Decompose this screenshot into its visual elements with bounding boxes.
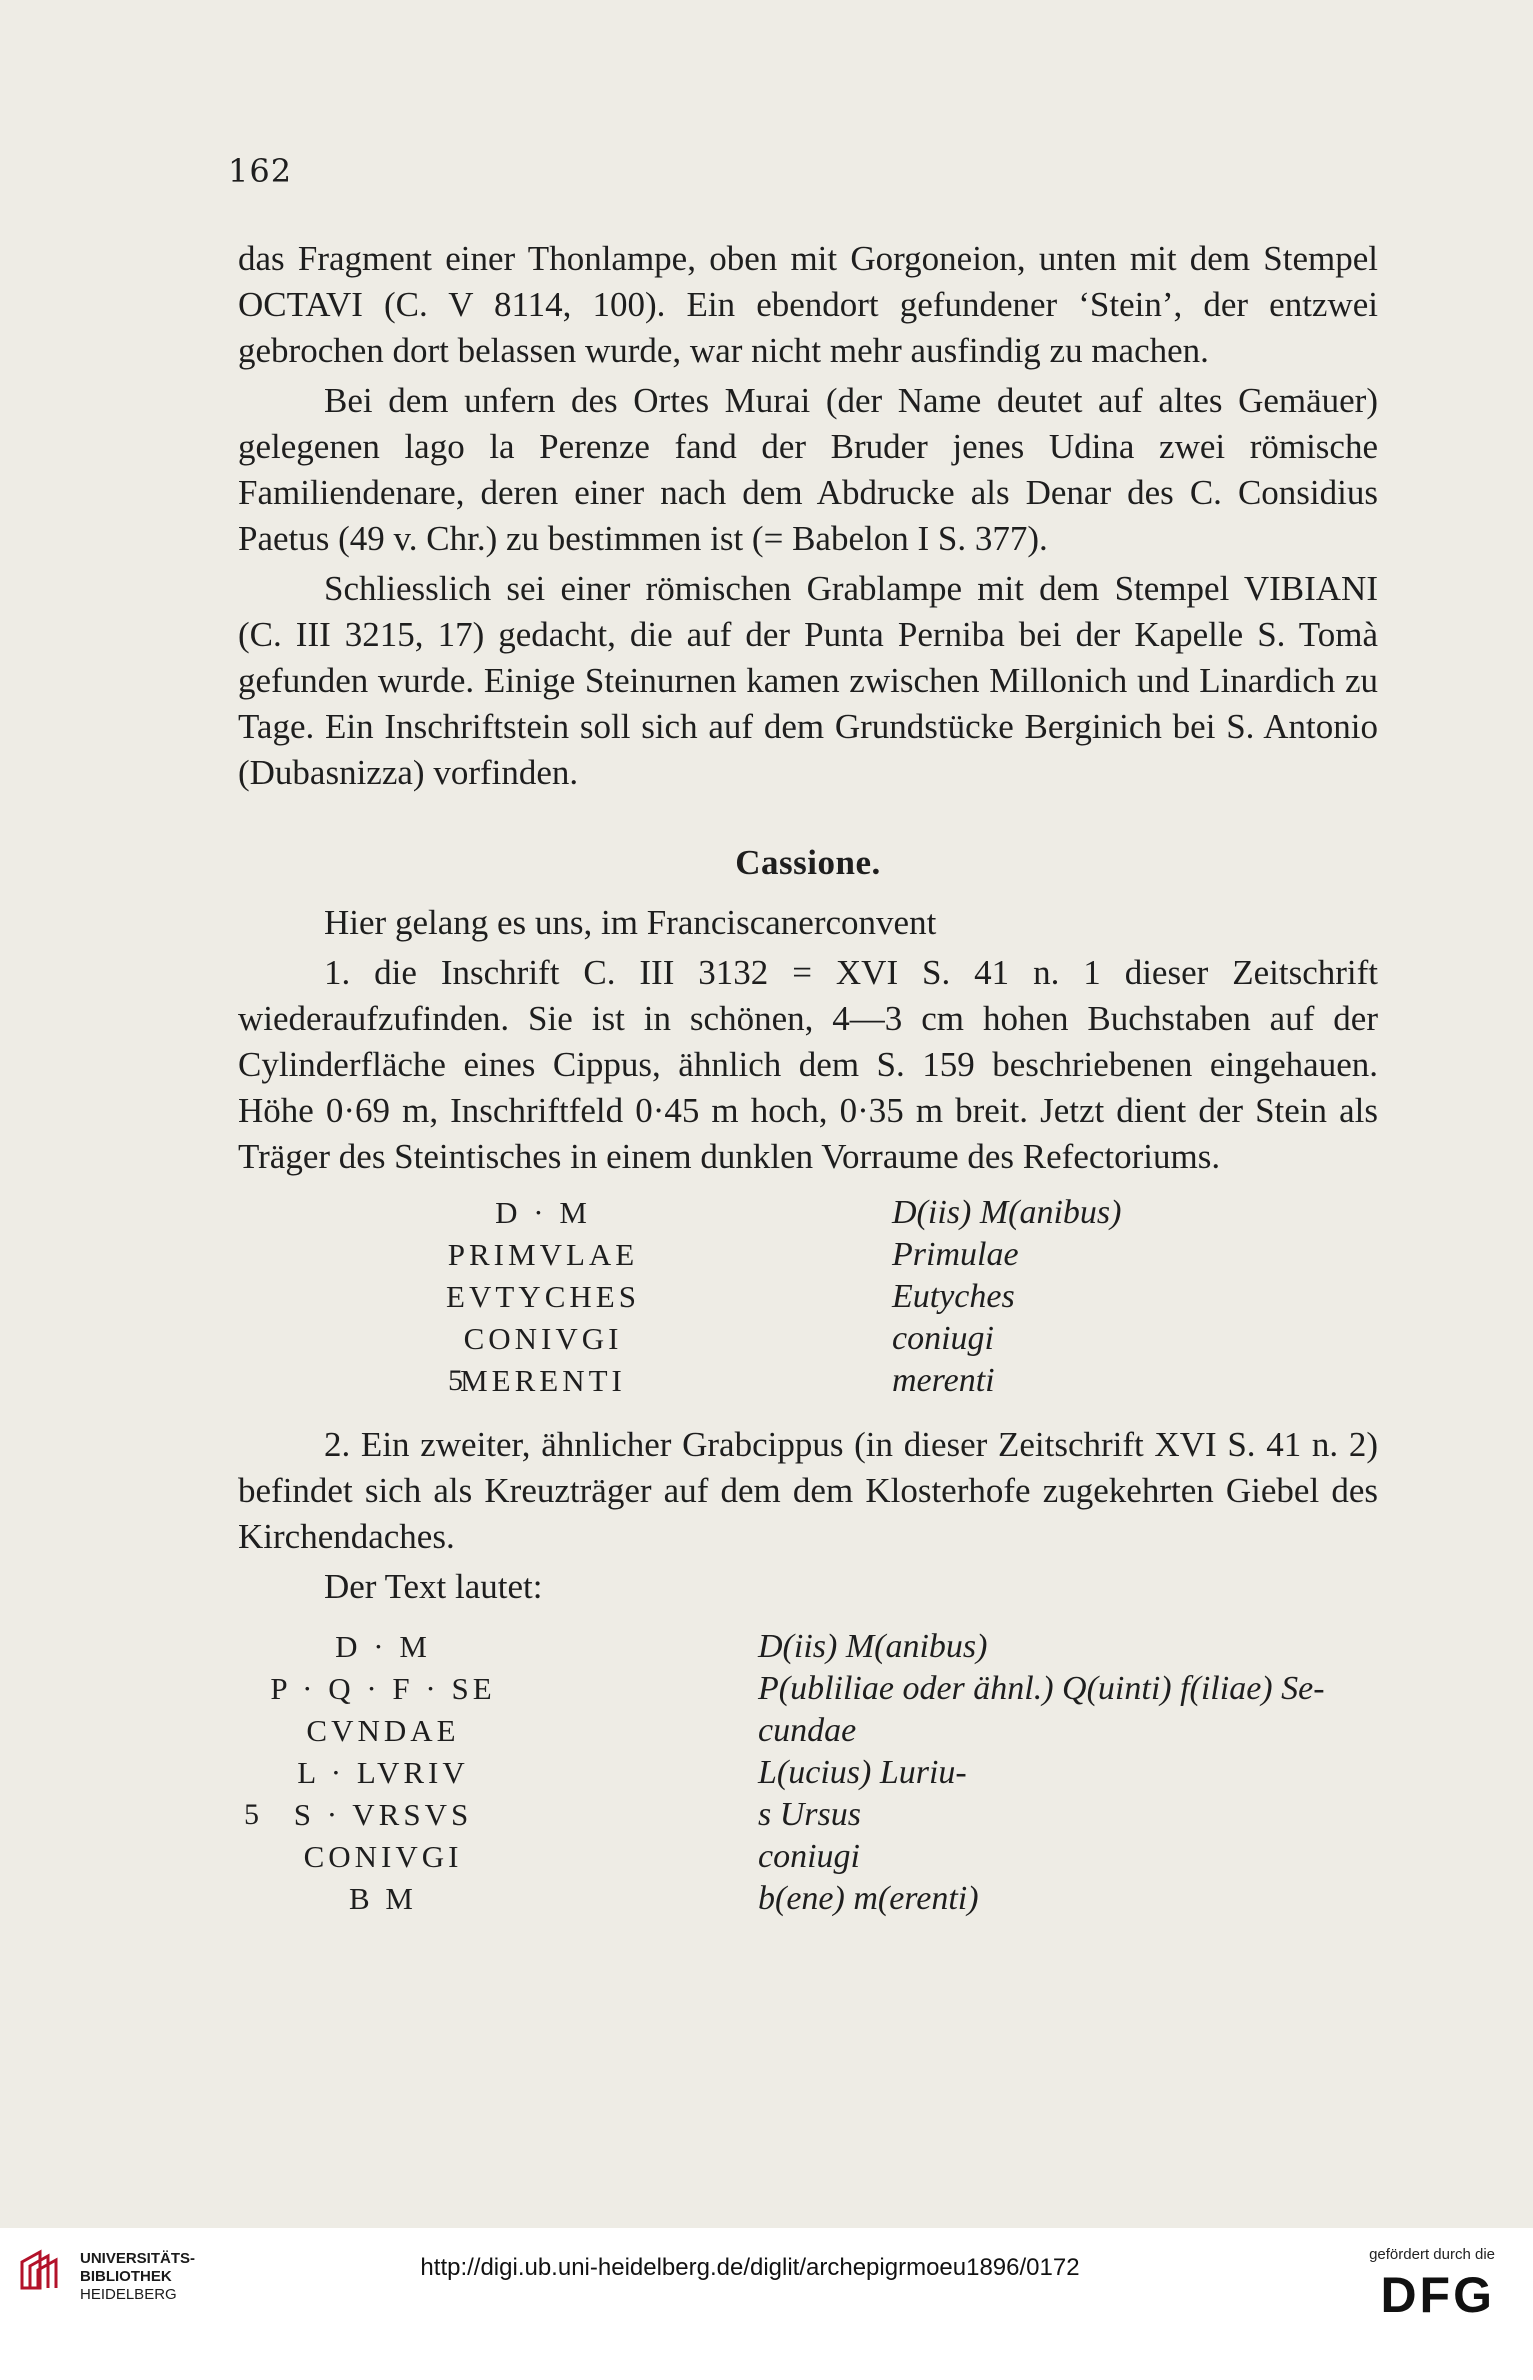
latin-text: CVNDAE <box>306 1713 460 1748</box>
library-line: BIBLIOTHEK <box>80 2268 172 2285</box>
inscription-line <box>238 1876 1378 1918</box>
reading-text: s Ursus <box>758 1796 861 1833</box>
paragraph: Der Text lautet: <box>324 1567 543 1606</box>
inscription-line <box>238 1274 1378 1316</box>
section-heading: Cassione. <box>735 843 881 882</box>
line-number: 5 <box>448 1364 463 1397</box>
inscription-line <box>238 1792 1378 1834</box>
latin-text: EVTYCHES <box>446 1279 640 1314</box>
paragraph: Bei dem unfern des Ortes Murai (der Name deutet auf altes Gemäuer) gelegenen lago la Perenze fand der Bruder jenes Udina zwei römische Familiendenare, deren einer nach dem Abdrucke als Denar des C. Considius Paetus (49 v. Chr.) zu bestimmen ist (= Babelon I S. 377). <box>238 381 1378 558</box>
latin-text: D · M <box>495 1195 591 1230</box>
library-name <box>80 2250 195 2304</box>
inscription-2 <box>238 1624 1378 1918</box>
sponsor-label: gefördert durch die <box>1369 2246 1495 2263</box>
latin-text: S · VRSVS <box>293 1797 473 1832</box>
library-line: UNIVERSITÄTS- <box>80 2250 196 2267</box>
library-logo-icon <box>18 2248 62 2292</box>
reading-text: b(ene) m(erenti) <box>758 1880 979 1917</box>
latin-text: CONIVGI <box>463 1321 623 1356</box>
inscription-line <box>238 1666 1378 1708</box>
latin-text: P · Q · F · SE <box>270 1671 496 1706</box>
reading-text: D(iis) M(anibus) <box>892 1194 1122 1231</box>
reading-text: L(ucius) Luriu- <box>758 1754 967 1791</box>
sponsor-logo: DFG <box>1380 2267 1495 2323</box>
inscription-line <box>238 1358 1378 1400</box>
reading-text: D(iis) M(anibus) <box>758 1628 988 1665</box>
reading-text: merenti <box>892 1362 995 1399</box>
reading-text: cundae <box>758 1712 857 1749</box>
reading-text: Primulae <box>892 1236 1019 1273</box>
page-number: 162 <box>228 152 293 190</box>
reading-text: coniugi <box>758 1838 860 1875</box>
latin-text: PRIMVLAE <box>447 1237 639 1272</box>
inscription-line <box>238 1624 1378 1666</box>
inscription-1 <box>238 1190 1378 1400</box>
inscription-line <box>238 1316 1378 1358</box>
line-number: 5 <box>244 1798 259 1831</box>
viewer-footer <box>0 2228 1533 2380</box>
permalink[interactable]: http://digi.ub.uni-heidelberg.de/diglit/archepigrmoeu1896/0172 <box>420 2254 1080 2281</box>
inscription-line <box>238 1190 1378 1232</box>
inscription-line <box>238 1750 1378 1792</box>
inscription-line <box>238 1708 1378 1750</box>
library-line: HEIDELBERG <box>80 2286 177 2303</box>
paragraph: 1. die Inschrift C. III 3132 = XVI S. 41 n. 1 dieser Zeitschrift wiederaufzufinden. Sie ist in schönen, 4—3 cm hohen Buchstaben auf der Cylinderfläche eines Cippus, ähnlich dem S. 159 beschriebenen eingehauen. Höhe 0·69 m, Inschriftfeld 0·45 m hoch, 0·35 m breit. Jetzt dient der Stein als Träger des Steintisches in einem dunklen Vorraume des Refectoriums. <box>238 953 1378 1176</box>
paragraph: das Fragment einer Thonlampe, oben mit Gorgoneion, unten mit dem Stempel OCTAVI (C. V 8114, 100). Ein ebendort gefundener ‘Stein’, der entzwei gebrochen dort belassen wurde, war nicht mehr ausfindig zu machen. <box>238 239 1378 370</box>
latin-text: B M <box>349 1881 417 1916</box>
reading-text: Eutyches <box>892 1278 1015 1315</box>
latin-text: CONIVGI <box>303 1839 463 1874</box>
latin-text: L · LVRIV <box>297 1755 469 1790</box>
inscription-line <box>238 1834 1378 1876</box>
latin-text: MERENTI <box>460 1363 626 1398</box>
paragraph: Hier gelang es uns, im Franciscanerconvent <box>324 903 937 942</box>
paragraph: Schliesslich sei einer römischen Grablampe mit dem Stempel VIBIANI (C. III 3215, 17) gedacht, die auf der Punta Perniba bei der Kapelle S. Tomà gefunden wurde. Einige Steinurnen kamen zwischen Millonich und Linardich zu Tage. Ein Inschriftstein soll sich auf dem Grundstücke Berginich bei S. Antonio (Dubasnizza) vorfinden. <box>238 569 1378 792</box>
paragraph: 2. Ein zweiter, ähnlicher Grabcippus (in dieser Zeitschrift XVI S. 41 n. 2) befindet sich als Kreuzträger auf dem dem Klosterhofe zugekehrten Giebel des Kirchendaches. <box>238 1425 1378 1556</box>
reading-text: P(ubliliae oder ähnl.) Q(uinti) f(iliae) Se- <box>758 1670 1325 1707</box>
latin-text: D · M <box>335 1629 431 1664</box>
body-text <box>238 236 1378 1918</box>
reading-text: coniugi <box>892 1320 994 1357</box>
inscription-line <box>238 1232 1378 1274</box>
